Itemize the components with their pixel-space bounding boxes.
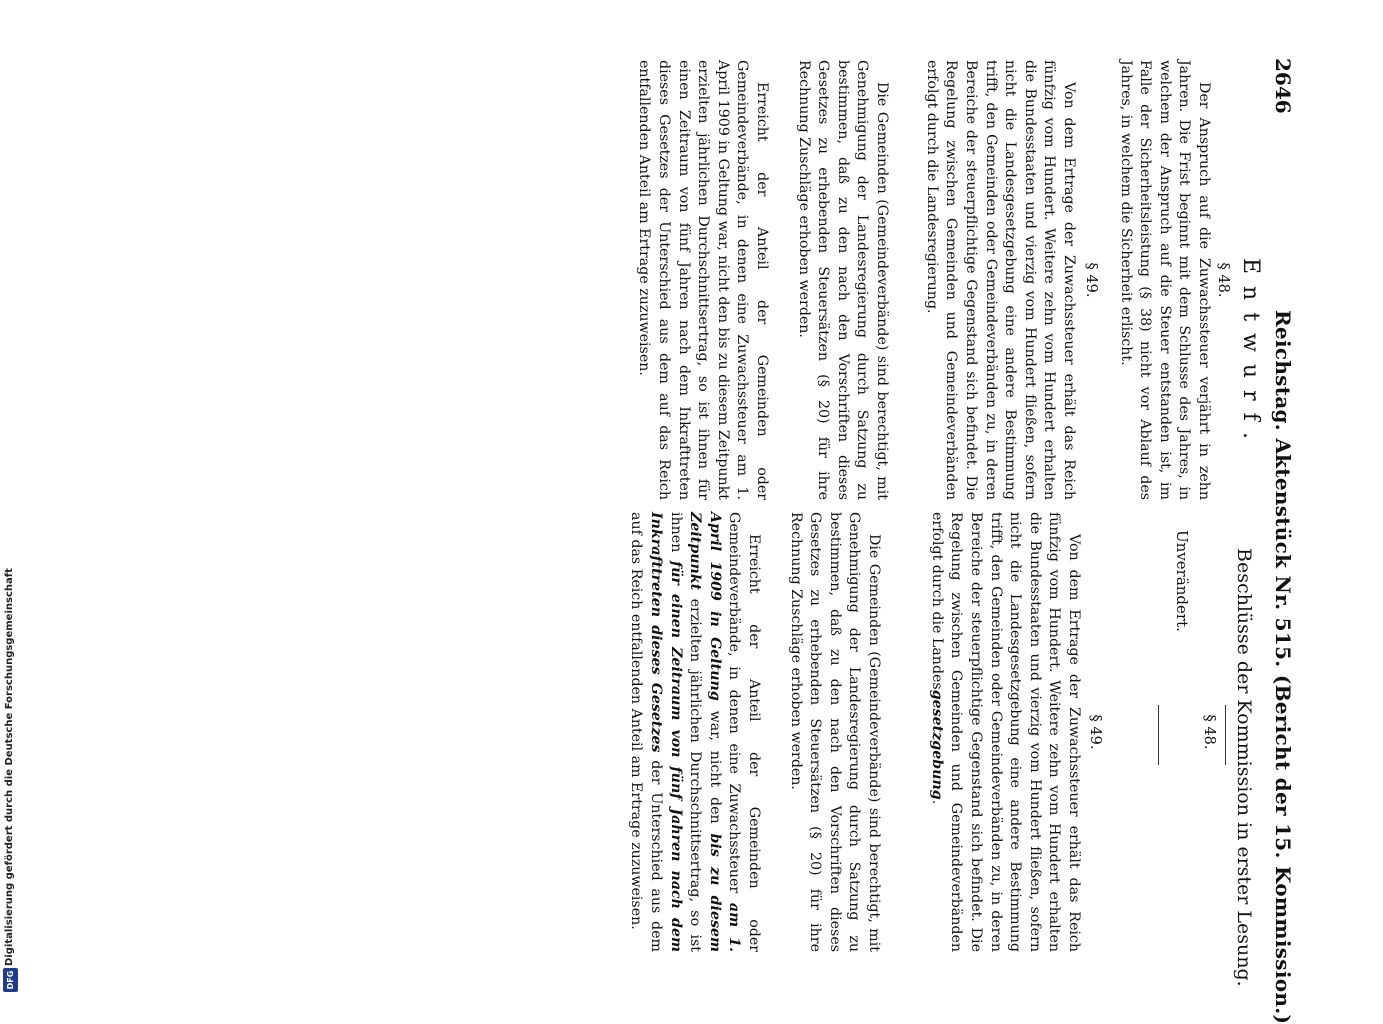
right-s49-p3-text-d: der Unterschied aus dem auf das Reich entfallenden Anteil am Ertrage zuzuweisen. (628, 512, 665, 952)
digitization-credit (0, 568, 22, 1000)
right-s49-p3-text-c: erzielten jährlichen Durchschnittsertrag, so ist ihnen (667, 512, 704, 952)
right-s49-p1-text: Von dem Ertrage der Zuwachssteuer erhält das Reich fünfzig vom Hundert. Weitere zehn vom Hundert erhalten die Bundesstaaten und vierzig vom Hundert fließen, sofern nicht die Landesgesetzgebung eine andere Bestimmung trifft, den Gemeinden oder Gemeindeverbänden zu, in deren Bereiche der steuerpflichtige Gegenstand sich befindet. Die Regelung zwischen Gemeinden und Gemeindeverbänden erfolgt durch die Landes (928, 512, 1082, 952)
left-section-48-text (1115, 60, 1213, 500)
right-section-48-title: § 48. (1201, 714, 1217, 750)
left-section-49-title: § 49. (1083, 262, 1099, 298)
right-section-49-title: § 49. (1087, 714, 1103, 750)
dfg-logo-text: DFG (6, 970, 15, 990)
left-s49-paragraph-3: Erreicht der Anteil der Gemeinden oder Gemeindeverbände, in denen eine Zuwachssteuer am 1. April 1909 in Geltung war, nicht den bis zu diesem Zeitpunkt erzielten jährlichen Durchschnittsertrag, so ist ihnen für einen Zeitraum von fünf Jahren nach dem Inkrafttreten dieses Gesetzes der Unterschied aus dem auf das Reich entfallenden Anteil am Ertrage zuzuweisen. (636, 60, 770, 500)
right-s49-paragraph-2: Die Gemeinden (Gemeindeverbände) sind berechtigt, mit Genehmigung der Landesregierung durch Satzung zu bestimmen, daß zu den nach den Vorschriften dieses Gesetzes zu erhebenden Steuersätzen (§ 20) für ihre Rechnung Zuschläge erhoben werden. (787, 512, 882, 952)
right-s49-p1-emphasis: gesetzgebung (928, 689, 945, 800)
page-number: 2646 (1271, 58, 1295, 114)
left-section-49-text (921, 60, 1078, 500)
column-heading-draft: Entwurf. (1238, 258, 1263, 451)
right-s49-paragraph-1 (926, 512, 1083, 952)
column-heading-resolutions: Beschlüsse der Kommission in erster Lesung. (1233, 548, 1255, 987)
left-section-48-title: § 48. (1215, 262, 1231, 298)
right-s49-paragraph-3 (626, 512, 763, 952)
right-s49-p3-text-a: Erreicht der Anteil der Gemeinden oder Gemeindeverbände, in denen eine Zuwachssteuer (726, 512, 762, 952)
section-rule (1158, 705, 1159, 765)
left-s49-paragraph-2: Die Gemeinden (Gemeindeverbände) sind berechtigt, mit Genehmigung der Landesregierung durch Satzung zu bestimmen, daß zu den nach den Vorschriften dieses Gesetzes zu erhebenden Steuersätzen (§ 20) für ihre Rechnung Zuschläge erhoben werden. (795, 60, 890, 500)
right-s49-p3-emphasis-3: für einen Zeitraum von fünf Jahren nach dem Inkrafttreten dieses Gesetzes (648, 512, 684, 952)
right-section-49-text (926, 512, 1083, 952)
heading-rule (1225, 705, 1226, 765)
right-s49-p3-emphasis-2: bis zu diesem Zeitpunkt (687, 512, 723, 952)
running-head: Reichstag. Aktenstück Nr. 515. (Bericht der 15. Kommission.) (1271, 310, 1295, 1024)
right-section-49-text-2 (785, 512, 883, 952)
right-s49-p3-text-b: war, nicht den (706, 700, 723, 834)
left-section-49-text-3 (634, 60, 771, 500)
left-s49-paragraph-1: Von dem Ertrage der Zuwachssteuer erhält das Reich fünfzig vom Hundert. Weitere zehn vom Hundert erhalten die Bundesstaaten und vierzig vom Hundert fließen, sofern nicht die Landesgesetzgebung eine andere Bestimmung trifft, den Gemeinden oder Gemeindeverbänden zu, in deren Bereiche der steuerpflichtige Gegenstand sich befindet. Die Regelung zwischen Gemeinden und Gemeindeverbänden erfolgt durch die Landesregierung. (923, 60, 1077, 500)
right-section-49-text-3 (626, 512, 763, 952)
credit-text: Digitalisierung gefördert durch die Deutsche Forschungsgemeinschaft (4, 568, 15, 966)
left-section-49-text-2 (793, 60, 891, 500)
dfg-logo (3, 968, 18, 992)
left-s48-paragraph: Der Anspruch auf die Zuwachssteuer verjährt in zehn Jahren. Die Frist beginnt mit dem Schlusse des Jahres, in welchem der Anspruch auf die Steuer entstanden ist, im Falle der Sicherheitsleistung (§ 38) nicht vor Ablauf des Jahres, in welchem die Sicherheit erlischt. (1117, 60, 1212, 500)
right-s49-p3-emphasis-1: am 1. April 1909 in Geltung (706, 512, 743, 952)
right-section-48-text: Unverändert. (1173, 530, 1191, 632)
right-s49-p1-end: . (928, 799, 945, 805)
